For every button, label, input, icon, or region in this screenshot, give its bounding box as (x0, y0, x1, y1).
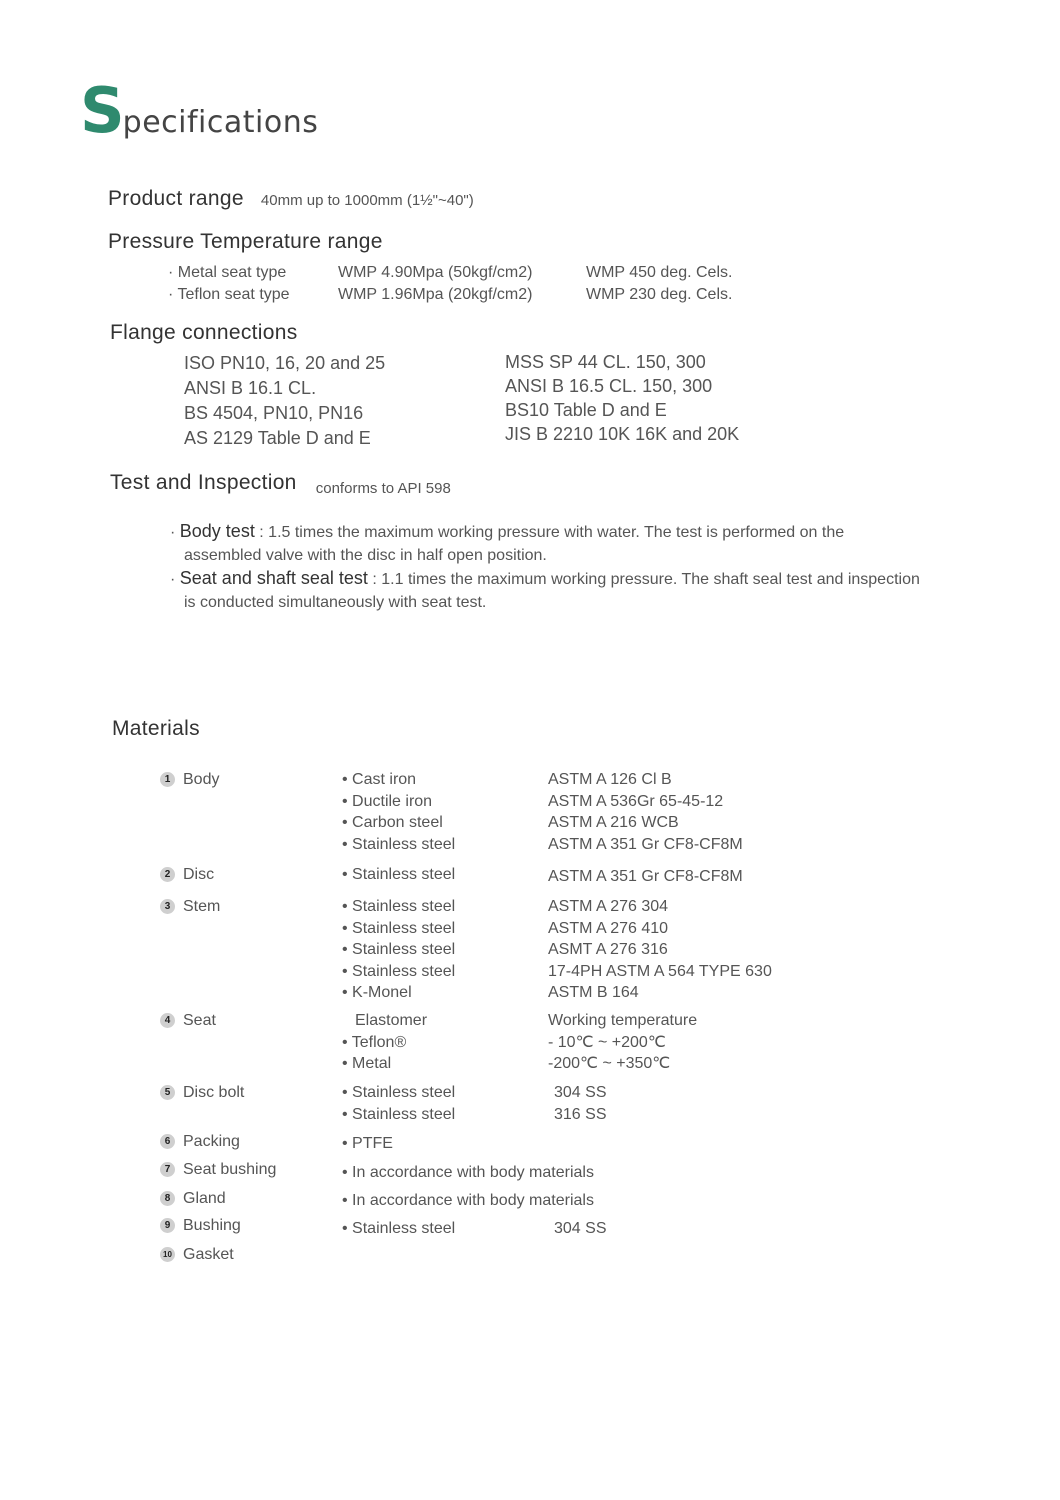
part-materials: • In accordance with body materials (342, 1164, 594, 1181)
flange-left-list (184, 351, 385, 451)
pressure-row-temp: WMP 230 deg. Cels. (586, 286, 733, 303)
flange-standard: MSS SP 44 CL. 150, 300 (505, 352, 706, 372)
test-heading: Test and Inspection (110, 471, 297, 494)
part-name: Disc bolt (183, 1084, 245, 1101)
materials-heading: Materials (112, 717, 200, 740)
number-badge: 3 (160, 899, 175, 914)
test-item: · Body test : 1.5 times the maximum working pressure with water. The test is performed on the assembled valve with the disc in half open position. · Seat and shaft seal test : 1.1 times the maximum working pressure. The shaft seal test and inspection is conducted simultaneously with seat test. (170, 520, 922, 614)
product-range (108, 187, 474, 211)
part-materials: • Stainless steel (342, 1220, 456, 1237)
number-badge: 8 (160, 1191, 175, 1206)
flange-standard: ANSI B 16.5 CL. 150, 300 (505, 376, 713, 396)
number-badge: 4 (160, 1013, 175, 1028)
part-materials: Elastomer • Teflon® • Metal (342, 1012, 428, 1072)
test-heading-row (110, 471, 451, 495)
number-badge: 5 (160, 1085, 175, 1100)
number-badge: 1 (160, 772, 175, 787)
test-item-label: Body test (179, 521, 255, 541)
part-name: Packing (183, 1133, 240, 1150)
part-specs: Working temperature - 10℃ ~ +200℃ -200℃ ~ +350℃ (548, 1012, 698, 1072)
number-badge: 6 (160, 1134, 175, 1149)
test-item-label: Seat and shaft seal test (179, 568, 368, 588)
part-materials: • Stainless steel • Stainless steel (342, 1084, 456, 1123)
part-specs: ASTM A 276 304 ASTM A 276 410 ASMT A 276 316 17-4PH ASTM A 564 TYPE 630 ASTM B 164 (548, 898, 772, 1001)
part-name: Disc (183, 866, 215, 883)
flange-right-list (505, 350, 739, 446)
part-materials: • In accordance with body materials (342, 1192, 594, 1209)
number-badge: 2 (160, 867, 175, 882)
flange-standard: BS 4504, PN10, PN16 (184, 403, 364, 423)
part-name: Body (183, 771, 220, 788)
part-name: Bushing (183, 1217, 241, 1234)
part-materials: • Stainless steel • Stainless steel • Stainless steel • Stainless steel • K-Monel (342, 898, 456, 1001)
pressure-row-wmp: WMP 4.90Mpa (50kgf/cm2) (338, 264, 533, 281)
pressure-row-wmp: WMP 1.96Mpa (20kgf/cm2) (338, 286, 533, 303)
part-materials: • PTFE (342, 1135, 393, 1152)
part-name: Seat bushing (183, 1161, 277, 1178)
test-conforms: conforms to API 598 (315, 480, 451, 497)
pressure-row-temp: WMP 450 deg. Cels. (586, 264, 733, 281)
flange-standard: ANSI B 16.1 CL. (184, 378, 317, 398)
test-item-text: 1.1 times the maximum working pressure. The shaft seal test and inspection is conducted simultaneously with seat test. (184, 571, 920, 611)
part-materials: • Stainless steel (342, 866, 456, 883)
number-badge: 7 (160, 1162, 175, 1177)
flange-standard: JIS B 2210 10K 16K and 20K (505, 424, 740, 444)
part-materials: • Cast iron • Ductile iron • Carbon steel • Stainless steel (342, 771, 456, 853)
number-badge: 10 (160, 1247, 175, 1262)
flange-standard: ISO PN10, 16, 20 and 25 (184, 353, 386, 373)
title-rest: pecifications (122, 105, 319, 140)
part-specs: ASTM A 351 Gr CF8-CF8M (548, 868, 743, 885)
test-item-text: 1.5 times the maximum working pressure with water. The test is performed on the assembled valve with the disc in half open position. (184, 524, 845, 564)
flange-standard: AS 2129 Table D and E (184, 428, 371, 448)
flange-heading: Flange connections (110, 321, 298, 344)
test-item: · Seat and shaft seal test : 1.1 times the maximum working pressure. The shaft seal test and inspection is conducted simultaneously with seat test. (170, 568, 920, 611)
product-range-value: 40mm up to 1000mm (1½"~40") (260, 192, 474, 209)
part-name: Seat (183, 1012, 216, 1029)
part-specs: 304 SS 316 SS (554, 1084, 607, 1123)
number-badge: 9 (160, 1218, 175, 1233)
part-specs: 304 SS (554, 1220, 607, 1237)
pressure-row-type: · Teflon seat type (168, 286, 290, 303)
part-name: Stem (183, 898, 221, 915)
part-name: Gland (183, 1190, 226, 1207)
pressure-row-type: · Metal seat type (168, 264, 287, 281)
pressure-heading: Pressure Temperature range (108, 230, 383, 253)
part-specs: ASTM A 126 Cl B ASTM A 536Gr 65-45-12 ASTM A 216 WCB ASTM A 351 Gr CF8-CF8M (548, 771, 743, 853)
title-initial: S (80, 74, 125, 147)
part-name: Gasket (183, 1246, 234, 1263)
flange-standard: BS10 Table D and E (505, 400, 667, 420)
page-title (80, 74, 319, 147)
product-range-label: Product range (108, 187, 244, 210)
